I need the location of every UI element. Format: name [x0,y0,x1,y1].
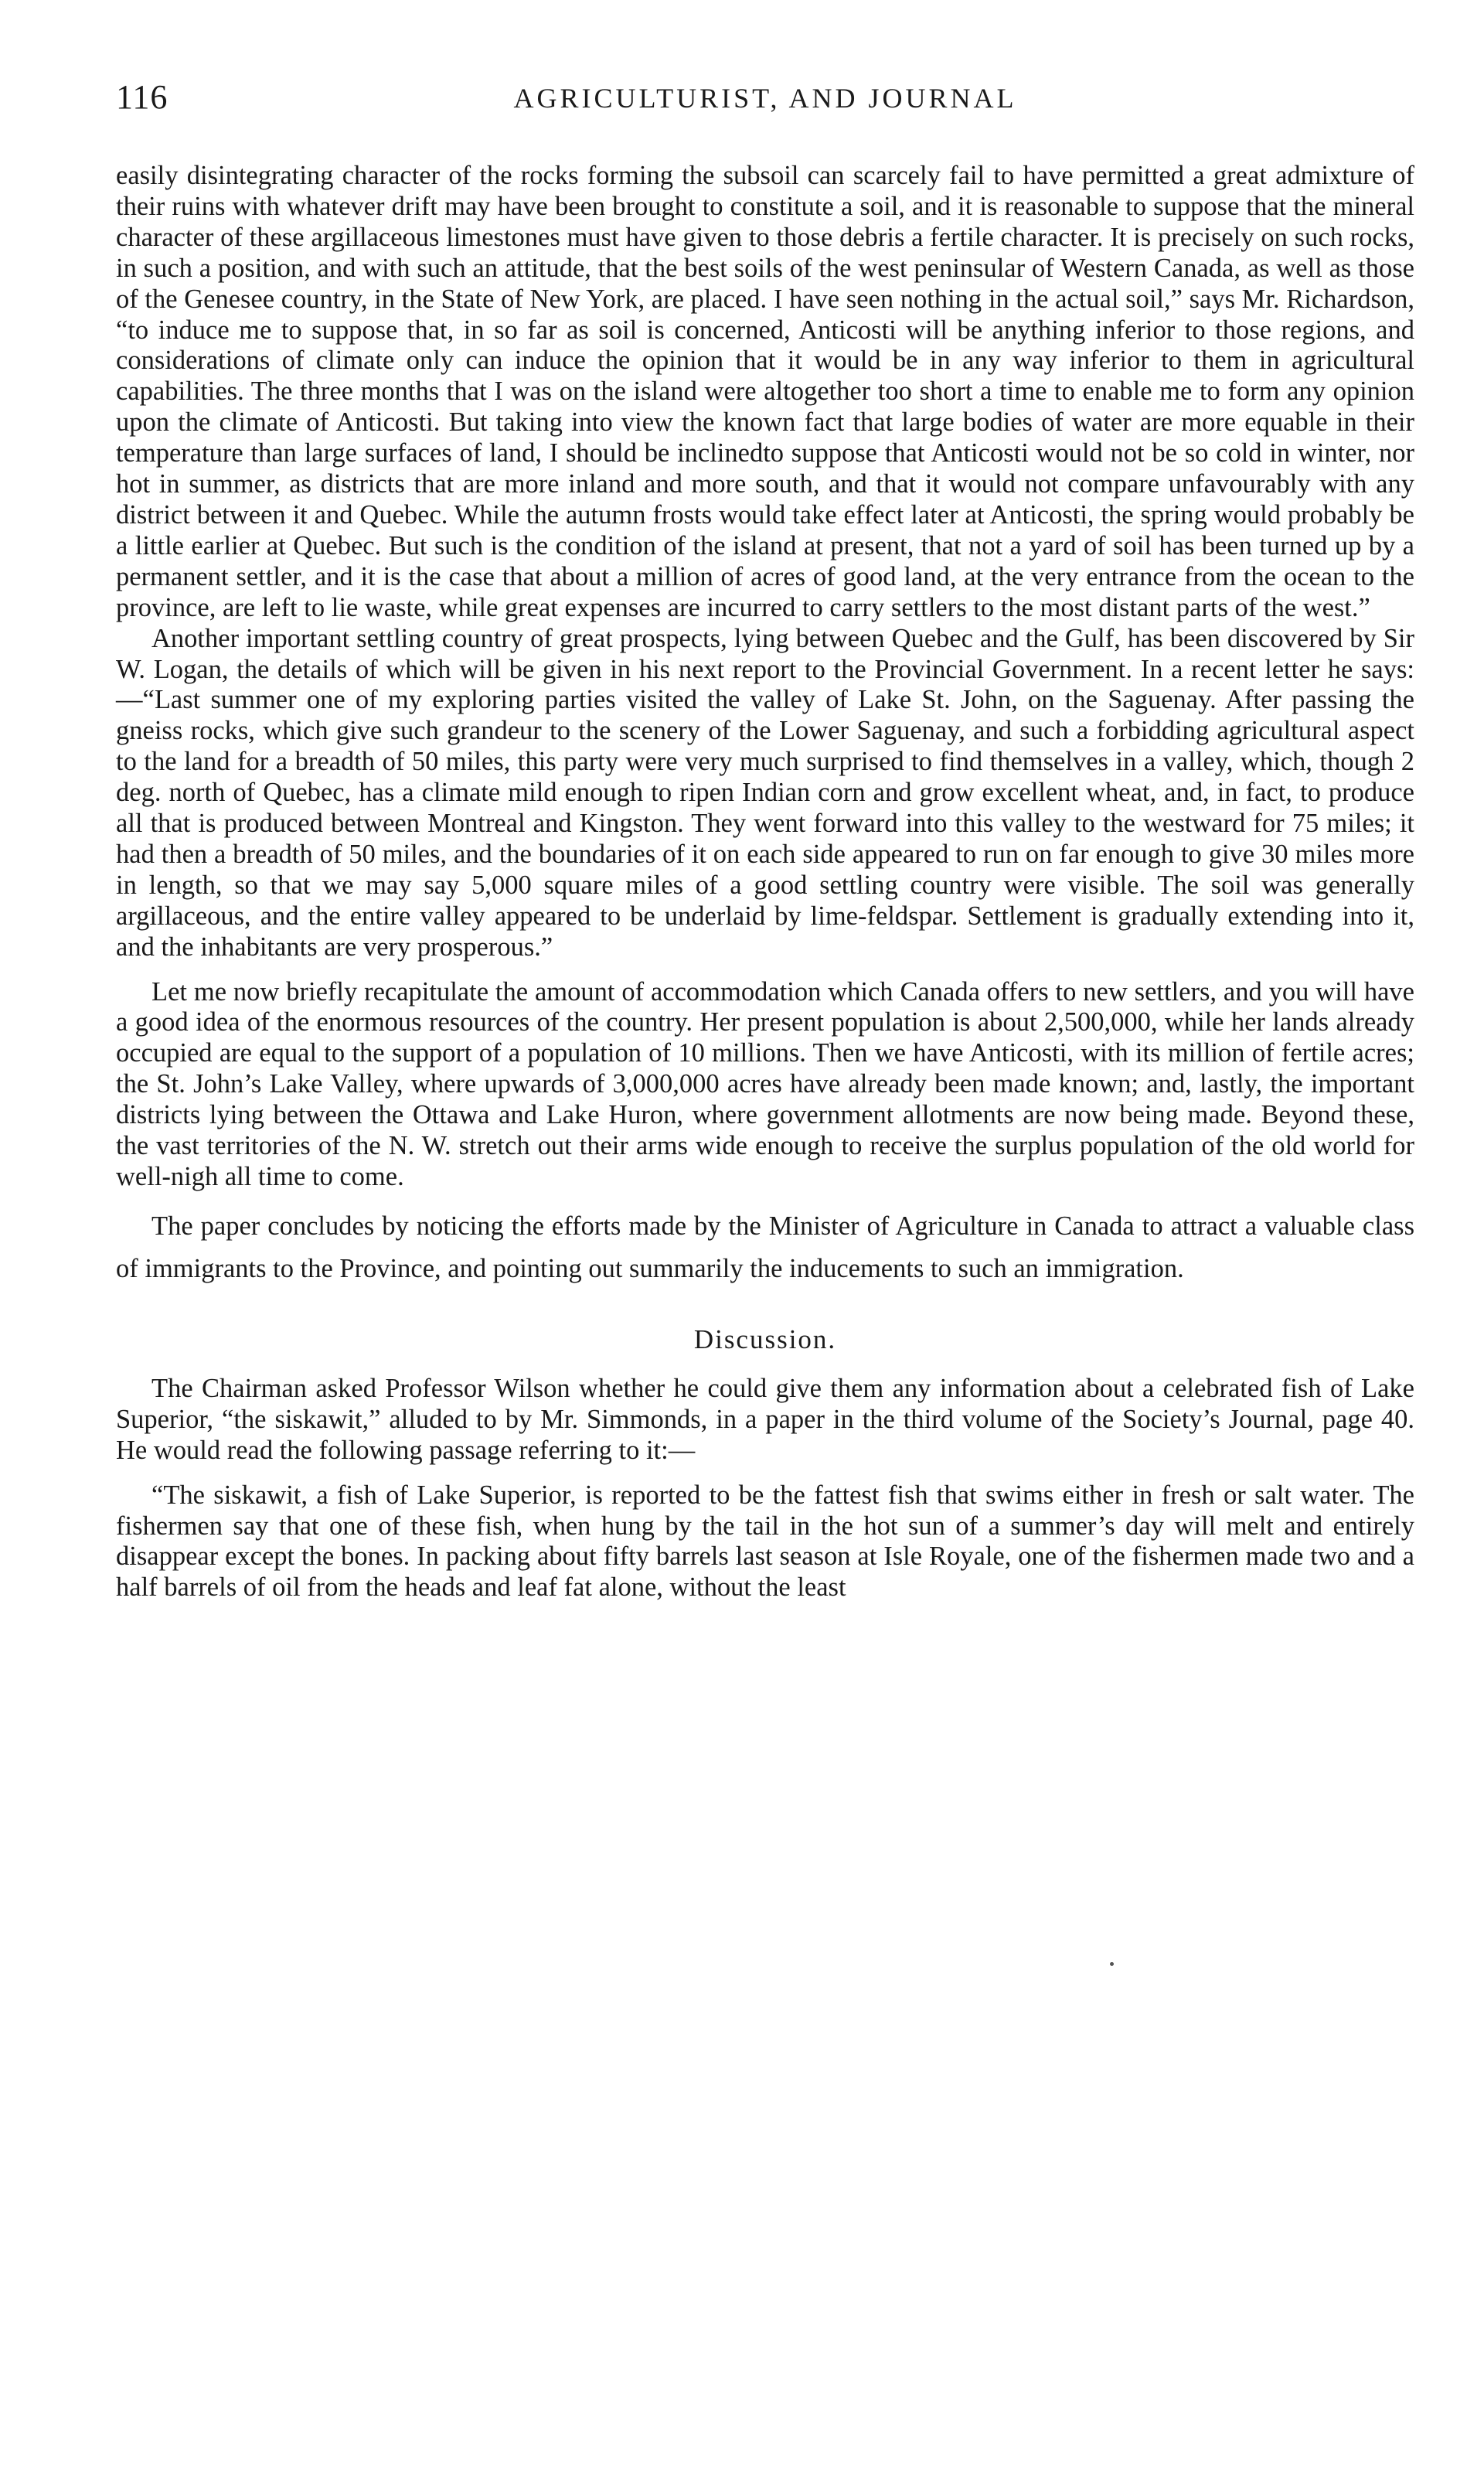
body-text [116,161,1414,1603]
paragraph-lake-st-john: Another important settling country of great prospects, lying between Quebec and the Gulf, has been discovered by Sir W. Logan, the details of which will be given in his next report to the Provincial Government. In a recent letter he says:—“Last summer one of my exploring parties visited the valley of Lake St. John, on the Saguenay. After passing the gneiss rocks, which give such grandeur to the scenery of the Lower Saguenay, and such a forbidding agricultural aspect to the land for a breadth of 50 miles, this party were very much surprised to find themselves in a valley, which, though 2 deg. north of Quebec, has a climate mild enough to ripen Indian corn and grow excellent wheat, and, in fact, to produce all that is produced between Montreal and Kingston. They went forward into this valley to the westward for 75 miles; it had then a breadth of 50 miles, and the boundaries of it on each side appeared to run on far enough to give 30 miles more in length, so that we may say 5,000 square miles of a good settling country were visible. The soil was generally argillaceous, and the entire valley appeared to be underlaid by lime-feldspar. Settlement is gradually extending into it, and the inhabitants are very prosperous.” [116,623,1414,962]
running-head [116,77,1414,133]
paragraph-chairman-question: The Chairman asked Professor Wilson whether he could give them any information about a celebrated fish of Lake Superior, “the siskawit,” alluded to by Mr. Simmonds, in a paper in the third volume of the Society’s Journal, page 40. He would read the following passage referring to it:— [116,1373,1414,1465]
running-title: AGRICULTURIST, AND JOURNAL [513,83,1017,114]
paragraph-siskawit-quote: “The siskawit, a fish of Lake Superior, is reported to be the fattest fish that swims either in fresh or salt water. The fishermen say that one of these fish, when hung by the tail in the hot sun of a summer’s day will melt and entirely disappear except the bones. In packing about fifty barrels last season at Isle Royale, one of the fishermen made two and a half barrels of oil from the heads and leaf fat alone, without the least [116,1480,1414,1603]
paragraph-recapitulation: Let me now briefly recapitulate the amount of accommodation which Canada offers to new settlers, and you will have a good idea of the enormous resources of the country. Her present population is about 2,500,000, while her lands already occupied are equal to the support of a population of 10 millions. Then we have Anticosti, with its million of fertile acres; the St. John’s Lake Valley, where upwards of 3,000,000 acres have already been made known; and, lastly, the important districts lying between the Ottawa and Lake Huron, where government allotments are now being made. Beyond these, the vast territories of the N. W. stretch out their arms wide enough to receive the surplus population of the old world for well-nigh all time to come. [116,976,1414,1191]
page-number: 116 [116,78,168,116]
section-heading-discussion: Discussion. [693,1323,837,1354]
print-speck [1110,1962,1114,1966]
paragraph-anticosti-soil: easily disintegrating character of the rocks forming the subsoil can scarcely fail to have permitted a great admixture of their ruins with whatever drift may have been brought to constitute a soil, and it is reasonable to suppose that the mineral character of these argillaceous limestones must have given to those debris a fertile character. It is precisely on such rocks, in such a position, and with such an attitude, that the best soils of the west peninsular of Western Canada, as well as those of the Genesee country, in the State of New York, are placed. I have seen nothing in the actual soil,” says Mr. Richardson, “to induce me to suppose that, in so far as soil is concerned, Anticosti will be anything inferior to those regions, and considerations of climate only can induce the opinion that it would be in any way inferior to them in agricultural capabilities. The three months that I was on the island were altogether too short a time to enable me to form any opinion upon the climate of Anticosti. But taking into view the known fact that large bodies of water are more equable in their temperature than large surfaces of land, I should be inclinedto suppose that Anticosti would not be so cold in winter, nor hot in summer, as districts that are more inland and more south, and that it would not compare unfavourably with any district between it and Quebec. While the autumn frosts would take effect later at Anticosti, the spring would probably be a little earlier at Quebec. But such is the condition of the island at present, that not a yard of soil has been turned up by a permanent settler, and it is the case that about a million of acres of good land, at the very entrance from the ocean to the province, are left to lie waste, while great expenses are incurred to carry settlers to the most distant parts of the west.” [116,161,1414,622]
document-page [116,77,1414,1603]
paragraph-conclusion: The paper concludes by noticing the efforts made by the Minister of Agriculture in Canada to attract a valuable class of immigrants to the Province, and pointing out summarily the inducements to such an immigration. [116,1211,1414,1283]
